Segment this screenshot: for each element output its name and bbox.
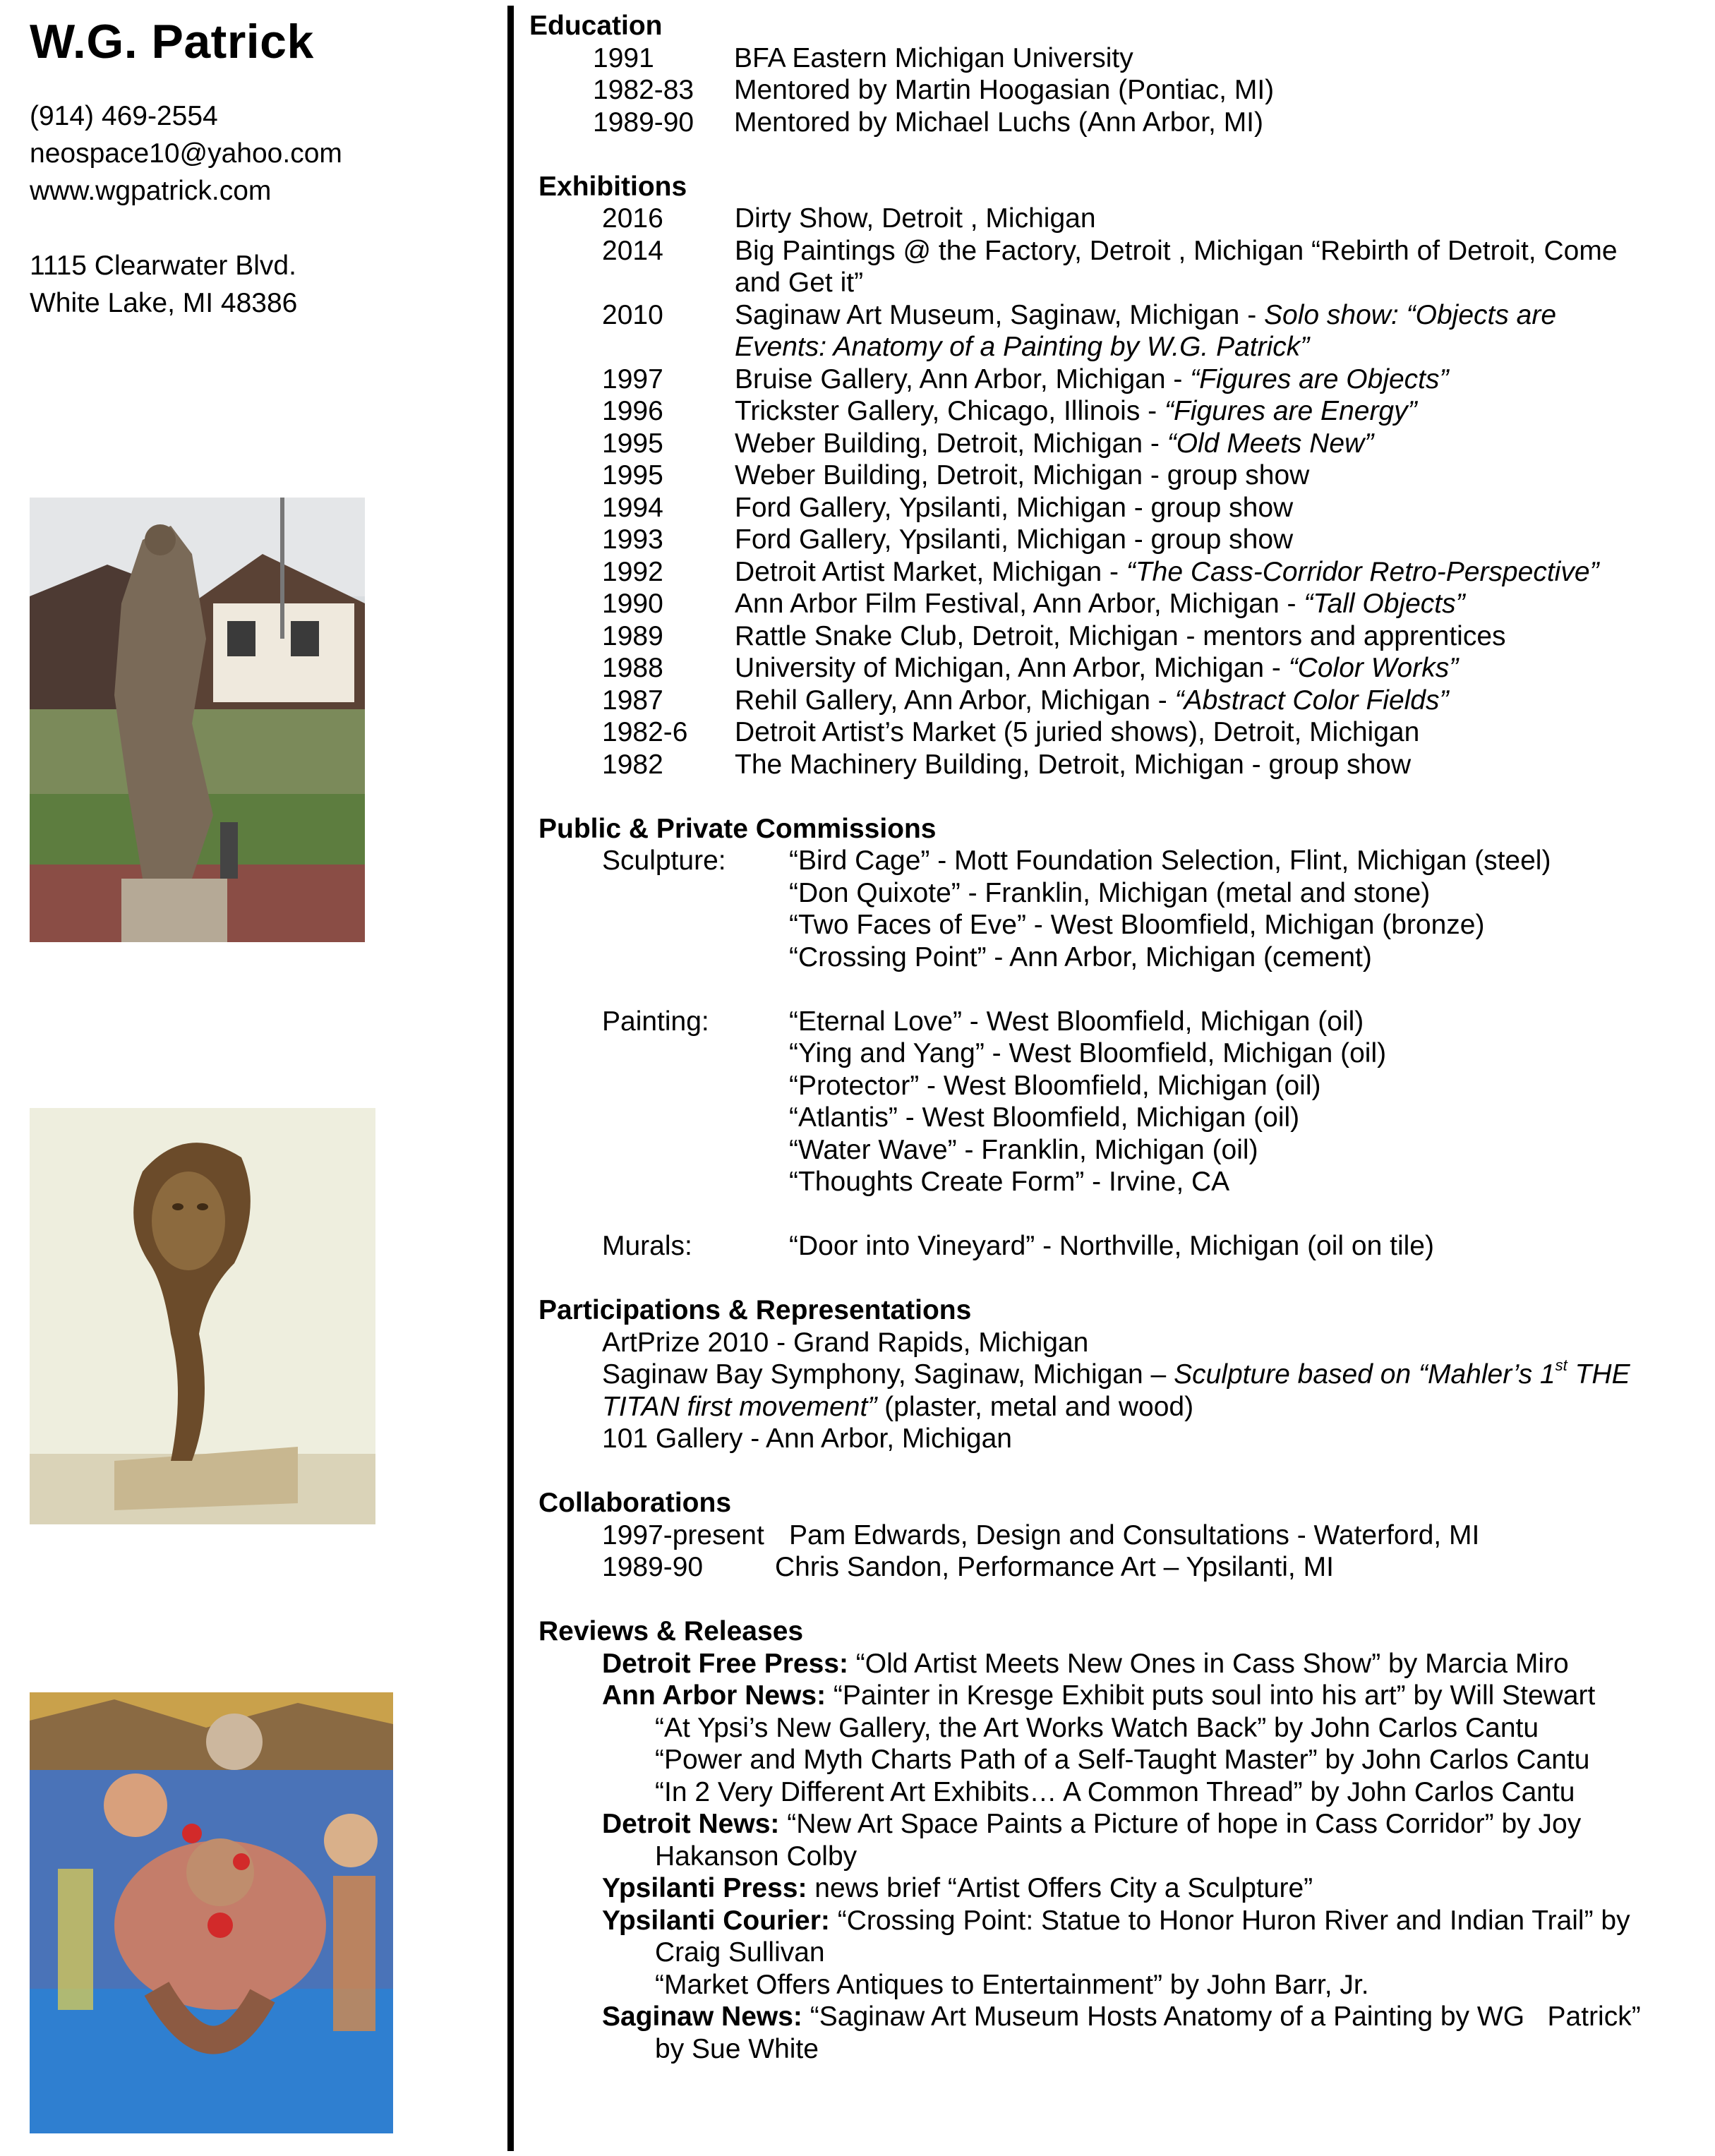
section-title-collaborations: Collaborations	[538, 1488, 732, 1518]
vertical-divider	[507, 6, 514, 2151]
sculpture-photo-outdoor	[30, 498, 365, 942]
exh-year: 1982-6	[602, 717, 688, 747]
participation-item: 101 Gallery - Ann Arbor, Michigan	[602, 1423, 1012, 1454]
painting-photo	[30, 1692, 393, 2133]
exh-text-cont: and Get it”	[735, 267, 864, 298]
phone: (914) 469-2554	[30, 101, 218, 131]
review-text: news brief “Artist Offers City a Sculpture”	[807, 1873, 1313, 1903]
edu-year: 1989-90	[593, 107, 694, 138]
contact-column	[30, 14, 488, 322]
commission-item: “Don Quixote” - Franklin, Michigan (metal and stone)	[789, 877, 1431, 908]
commission-item: “Protector” - West Bloomfield, Michigan (oil)	[789, 1070, 1321, 1101]
commission-item: “Ying and Yang” - West Bloomfield, Michigan (oil)	[789, 1038, 1387, 1068]
review-text: “Market Offers Antiques to Entertainment” by John Barr, Jr.	[655, 1969, 1369, 2000]
resume-body	[529, 10, 1701, 2065]
artist-name: W.G. Patrick	[30, 15, 314, 68]
section-title-education: Education	[529, 11, 663, 41]
participation-text: Saginaw Bay Symphony, Saginaw, Michigan –	[602, 1359, 1174, 1390]
participation-text: (plaster, metal and wood)	[877, 1391, 1194, 1422]
exh-text: The Machinery Building, Detroit, Michigan - group show	[735, 749, 1412, 780]
exh-italic: “Figures are Objects”	[1190, 363, 1449, 395]
publication-label: Saginaw News:	[602, 2001, 802, 2032]
exh-year: 1993	[602, 524, 663, 555]
review-text: Hakanson Colby	[655, 1841, 857, 1872]
collab-text: Pam Edwards, Design and Consultations - Waterford, MI	[789, 1519, 1480, 1550]
collab-text: Chris Sandon, Performance Art – Ypsilanti, MI	[775, 1552, 1334, 1582]
exh-year: 1982	[602, 749, 663, 780]
exh-text: Detroit Artist Market, Michigan -	[735, 556, 1126, 587]
review-text: “Old Artist Meets New Ones in Cass Show” by Marcia Miro	[848, 1648, 1569, 1679]
exh-year: 1995	[602, 428, 663, 459]
publication-label: Detroit Free Press:	[602, 1648, 848, 1679]
exh-text: Ford Gallery, Ypsilanti, Michigan - group show	[735, 524, 1294, 555]
exh-text: Weber Building, Detroit, Michigan - group show	[735, 460, 1310, 490]
exh-italic: Solo show: “Objects are	[1264, 299, 1557, 330]
commission-item: “Atlantis” - West Bloomfield, Michigan (oil)	[789, 1102, 1300, 1133]
exh-year: 1995	[602, 460, 663, 490]
participation-italic: Sculpture based on “Mahler’s 1	[1174, 1359, 1555, 1390]
commission-item: “Thoughts Create Form” - Irvine, CA	[789, 1167, 1230, 1197]
review-text: “Painter in Kresge Exhibit puts soul into his art” by Will Stewart	[826, 1680, 1596, 1711]
commissions-section	[529, 813, 1701, 1263]
exh-year: 1988	[602, 653, 663, 683]
review-item	[538, 1808, 1701, 1841]
exh-text: University of Michigan, Ann Arbor, Michigan -	[735, 653, 1289, 683]
commission-item: “Door into Vineyard” - Northville, Michigan (oil on tile)	[789, 1231, 1434, 1261]
commission-item: “Water Wave” - Franklin, Michigan (oil)	[789, 1134, 1258, 1165]
exh-text: Ford Gallery, Ypsilanti, Michigan - group show	[735, 492, 1294, 523]
reviews-section	[529, 1615, 1701, 2065]
exh-italic: “The Cass-Corridor Retro-Perspective”	[1126, 556, 1599, 587]
review-text: “In 2 Very Different Art Exhibits… A Common Thread” by John Carlos Cantu	[655, 1776, 1575, 1807]
participation-item: ArtPrize 2010 - Grand Rapids, Michigan	[602, 1327, 1089, 1358]
collaborations-section	[529, 1487, 1701, 1584]
section-title-exhibitions: Exhibitions	[538, 171, 687, 202]
review-text: “At Ypsi’s New Gallery, the Art Works Watch Back” by John Carlos Cantu	[655, 1712, 1539, 1743]
review-item	[538, 1872, 1701, 1905]
exh-text: Weber Building, Detroit, Michigan -	[735, 428, 1167, 459]
education-section	[529, 10, 1701, 138]
exh-year: 2014	[602, 235, 663, 266]
participation-italic: TITAN first movement”	[602, 1391, 877, 1422]
exh-italic: “Old Meets New”	[1167, 428, 1374, 459]
exh-year: 2016	[602, 203, 663, 234]
edu-year: 1982-83	[593, 75, 694, 105]
address-line-2: White Lake, MI 48386	[30, 288, 298, 318]
section-title-participations: Participations & Representations	[538, 1295, 972, 1325]
email[interactable]: neospace10@yahoo.com	[30, 138, 342, 169]
publication-label: Ypsilanti Courier:	[602, 1905, 830, 1936]
commission-item: “Eternal Love” - West Bloomfield, Michigan (oil)	[789, 1006, 1364, 1037]
commission-item: “Crossing Point” - Ann Arbor, Michigan (cement)	[789, 941, 1372, 972]
review-text: by Sue White	[655, 2033, 819, 2064]
review-text: “Saginaw Art Museum Hosts Anatomy of a Painting by WG Patrick”	[802, 2001, 1641, 2032]
review-text: “Crossing Point: Statue to Honor Huron River and Indian Trail” by	[829, 1905, 1630, 1936]
exh-text: Saginaw Art Museum, Saginaw, Michigan -	[735, 299, 1265, 330]
participation-item-cont	[538, 1391, 1701, 1423]
review-item	[538, 2001, 1701, 2033]
exh-italic: “Tall Objects”	[1304, 589, 1465, 619]
review-text: “New Art Space Paints a Picture of hope in Cass Corridor” by Joy	[779, 1809, 1582, 1839]
exh-year: 1987	[602, 685, 663, 716]
exh-year: 1997	[602, 363, 663, 395]
exh-text: Rehil Gallery, Ann Arbor, Michigan -	[735, 685, 1175, 716]
sculpture-photo-bronze	[30, 1108, 375, 1524]
exh-italic-cont: Events: Anatomy of a Painting by W.G. Patrick”	[735, 332, 1310, 362]
edu-year: 1991	[593, 42, 654, 73]
collab-year: 1997-present	[602, 1519, 764, 1550]
publication-label: Ypsilanti Press:	[602, 1873, 807, 1903]
exh-text: Big Paintings @ the Factory, Detroit , Michigan “Rebirth of Detroit, Come	[735, 235, 1618, 266]
category-label: Sculpture:	[602, 845, 726, 876]
review-item	[538, 1648, 1701, 1680]
collab-year: 1989-90	[602, 1552, 704, 1582]
participations-section	[529, 1294, 1701, 1455]
commission-item: “Bird Cage” - Mott Foundation Selection, Flint, Michigan (steel)	[789, 845, 1551, 876]
exh-text: Trickster Gallery, Chicago, Illinois -	[735, 396, 1165, 426]
category-label: Painting:	[602, 1006, 709, 1037]
exh-year: 1992	[602, 556, 663, 587]
exh-text: Ann Arbor Film Festival, Ann Arbor, Michigan -	[735, 589, 1304, 619]
review-item	[538, 1680, 1701, 1712]
exh-year: 1994	[602, 492, 663, 523]
commission-item: “Two Faces of Eve” - West Bloomfield, Michigan (bronze)	[789, 910, 1485, 940]
exh-year: 1996	[602, 396, 663, 426]
website[interactable]: www.wgpatrick.com	[30, 176, 272, 206]
review-item	[538, 1905, 1701, 1937]
exh-year: 1990	[602, 589, 663, 619]
review-text: “Power and Myth Charts Path of a Self-Taught Master” by John Carlos Cantu	[655, 1745, 1590, 1775]
exh-text: Rattle Snake Club, Detroit, Michigan - mentors and apprentices	[735, 620, 1506, 651]
exh-text: Dirty Show, Detroit , Michigan	[735, 203, 1096, 234]
address-line-1: 1115 Clearwater Blvd.	[30, 251, 296, 281]
section-title-reviews: Reviews & Releases	[538, 1616, 804, 1646]
edu-text: Mentored by Martin Hoogasian (Pontiac, MI)	[734, 75, 1275, 105]
exh-italic: “Figures are Energy”	[1164, 396, 1417, 426]
section-title-commissions: Public & Private Commissions	[538, 813, 937, 844]
exh-text: Detroit Artist’s Market (5 juried shows), Detroit, Michigan	[735, 717, 1420, 747]
review-text: Craig Sullivan	[655, 1937, 825, 1968]
participation-italic: THE	[1567, 1359, 1630, 1390]
exh-text: Bruise Gallery, Ann Arbor, Michigan -	[735, 363, 1191, 395]
exh-year: 2010	[602, 299, 663, 330]
category-label: Murals:	[602, 1231, 692, 1261]
contact-block	[30, 97, 488, 322]
edu-text: BFA Eastern Michigan University	[734, 42, 1133, 73]
exh-italic: “Color Works”	[1288, 653, 1459, 683]
exh-year: 1989	[602, 620, 663, 651]
exhibitions-section	[529, 171, 1701, 781]
edu-text: Mentored by Michael Luchs (Ann Arbor, MI)	[734, 107, 1264, 138]
publication-label: Detroit News:	[602, 1809, 780, 1839]
exh-italic: “Abstract Color Fields”	[1174, 685, 1449, 716]
participation-item	[538, 1356, 1701, 1391]
superscript: st	[1555, 1356, 1567, 1374]
publication-label: Ann Arbor News:	[602, 1680, 826, 1711]
